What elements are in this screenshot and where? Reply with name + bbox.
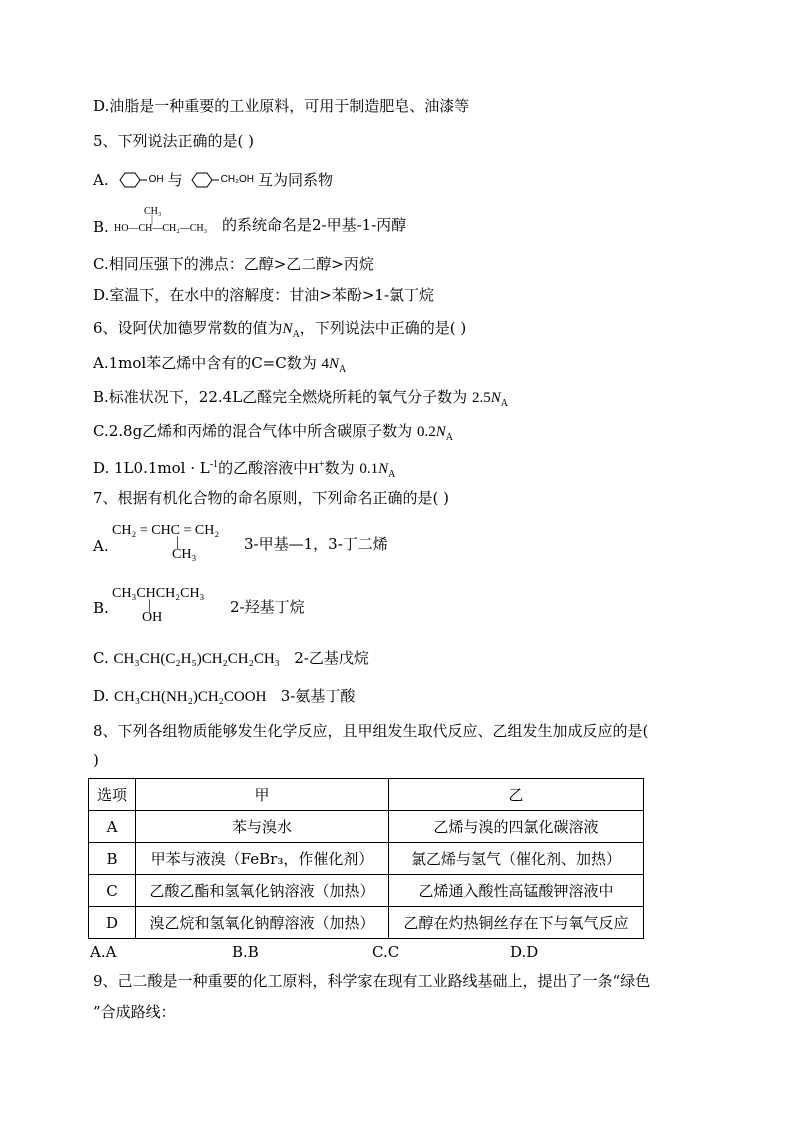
q5-b-suffix: 的系统命名是2-甲基-1-丙醇: [222, 216, 407, 234]
q7-a-formula: CH₂ = CHC = CH₂: [112, 523, 220, 538]
q7-b-prefix: B.: [93, 599, 109, 617]
q6-c-val: 0.2: [416, 424, 436, 440]
table-row: [89, 875, 644, 907]
q6-option-d: D. $1L0.1mol \cdot L^{-1}$的乙酸溶液中H+数为 $0.1N_A$: [93, 459, 396, 480]
q5-b-chain: HO—CH—CH₂—CH₃: [114, 223, 208, 234]
q7-a-name: 3-甲基—1，3-丁二烯: [244, 535, 388, 553]
q6-option-b: B.标准状况下，22.4L乙醛完全燃烧所耗的氧气分子数为 $2.5N_A$: [93, 388, 508, 409]
table-cell: D: [89, 907, 136, 939]
q6-d-text-c: 数为: [324, 459, 355, 477]
q7-d-prefix: D.: [93, 687, 110, 705]
table-header: 乙: [389, 779, 644, 811]
q5-b-ch3: CH₃: [144, 206, 162, 217]
q6-a-text: A.1mol苯乙烯中含有的C=C数为: [93, 354, 317, 372]
q6-b-text: B.标准状况下，22.4L乙醛完全燃烧所耗的氧气分子数为: [93, 388, 468, 406]
table-cell: 乙酸乙酯和氢氧化钠溶液（加热）: [136, 875, 389, 907]
q6-c-text: C.2.8g乙烯和丙烯的混合气体中所含碳原子数为: [93, 422, 413, 440]
q6-d-val: 0.1: [359, 461, 379, 477]
q8-answer-a: A.A: [90, 943, 117, 961]
table-cell: 氯乙烯与氢气（催化剂、加热）: [389, 843, 644, 875]
q5-b-prefix: B.: [93, 218, 109, 236]
q6-a-val: 4: [321, 356, 330, 372]
table-cell: 甲苯与液溴（FeBr₃，作催化剂）: [136, 843, 389, 875]
q5-a-prefix: A.: [93, 171, 109, 189]
question-8-stem-end: ): [93, 751, 99, 769]
table-cell: 乙醇在灼热铜丝存在下与氧气反应: [389, 907, 644, 939]
q7-a-branch: CH₃: [172, 547, 197, 562]
q5-a-oh-label: OH: [148, 174, 164, 185]
table-cell: 溴乙烷和氢氧化钠醇溶液（加热）: [136, 907, 389, 939]
q7-option-c: [93, 648, 369, 669]
question-6-stem: 6、设阿伏加德罗常数的值为$N_A$，下列说法中正确的是( ): [93, 319, 467, 340]
q6-d-text-a: D. 1L0.1mol · L: [93, 459, 210, 477]
q8-answer-b: B.B: [232, 943, 259, 961]
q7-c-formula: CH₃CH(C₂H₅)CH₂CH₂CH₃: [113, 651, 280, 667]
q5-a-mid: 与: [167, 171, 183, 189]
table-row: [89, 907, 644, 939]
q8-answer-d: D.D: [510, 943, 539, 961]
table-cell: B: [89, 843, 136, 875]
q6-stem-a: 6、设阿伏加德罗常数的值为: [93, 319, 283, 337]
table-header-row: [89, 779, 644, 811]
q7-b-structure: CH₃CHCH₂CH₃ | OH: [112, 586, 205, 625]
option-d-q4: D.油脂是一种重要的工业原料，可用于制造肥皂、油漆等: [93, 97, 470, 115]
q7-d-formula: CH₃CH(NH₂)CH₂COOH: [114, 689, 267, 705]
q7-b-name: 2-羟基丁烷: [230, 598, 305, 616]
table-header: 甲: [136, 779, 389, 811]
q8-options-table: [88, 778, 644, 939]
question-9-line2: ”合成路线：: [93, 1003, 176, 1021]
table-cell: 乙烯通入酸性高锰酸钾溶液中: [389, 875, 644, 907]
q7-a-prefix: A.: [93, 537, 109, 555]
table-cell: A: [89, 811, 136, 843]
question-9-line1: 9、己二酸是一种重要的化工原料，科学家在现有工业路线基础上，提出了一条“绿色: [93, 972, 651, 990]
q7-c-prefix: C.: [93, 649, 109, 667]
table-row: [89, 843, 644, 875]
q5-option-c: C.相同压强下的沸点：乙醇>乙二醇>丙烷: [93, 255, 374, 273]
q6-stem-b: ，下列说法中正确的是( ): [299, 319, 467, 337]
q6-na: N: [282, 321, 293, 337]
q5-option-d: D.室温下，在水中的溶解度：甘油>苯酚>1-氯丁烷: [93, 286, 435, 304]
q5-b-structure: CH₃ | HO—CH—CH₂—CH₃: [114, 206, 208, 234]
q6-d-text-b: 的乙酸溶液中: [218, 459, 309, 477]
table-row: [89, 811, 644, 843]
table-cell: C: [89, 875, 136, 907]
table-header: 选项: [89, 779, 136, 811]
q7-c-name: 2-乙基戊烷: [294, 649, 369, 667]
table-cell: 乙烯与溴的四氯化碳溶液: [389, 811, 644, 843]
table-cell: 苯与溴水: [136, 811, 389, 843]
q7-option-d: [93, 686, 355, 707]
q6-option-a: A.1mol苯乙烯中含有的C=C数为 $4N_A$: [93, 354, 347, 375]
q5-a-suffix: 互为同系物: [257, 171, 333, 189]
question-7-stem: 7、根据有机化合物的命名原则，下列命名正确的是( ): [93, 489, 450, 507]
q5-a-ch2oh-label: CH₂OH: [220, 174, 254, 185]
question-5-stem: 5、下列说法正确的是( ): [93, 132, 255, 150]
q8-answer-c: C.C: [372, 943, 400, 961]
q7-a-structure: CH₂ = CHC = CH₂ | CH₃: [112, 523, 220, 562]
q7-d-name: 3-氨基丁酸: [280, 687, 356, 705]
question-8-stem: 8、下列各组物质能够发生化学反应，且甲组发生取代反应、乙组发生加成反应的是(: [93, 722, 649, 740]
q5-option-a: [93, 170, 333, 190]
q7-b-branch: OH: [142, 610, 163, 625]
q7-b-formula: CH₃CHCH₂CH₃: [112, 586, 205, 601]
q6-b-val: 2.5: [471, 390, 491, 406]
q6-option-c: C.2.8g乙烯和丙烯的混合气体中所含碳原子数为 $0.2N_A$: [93, 422, 453, 443]
